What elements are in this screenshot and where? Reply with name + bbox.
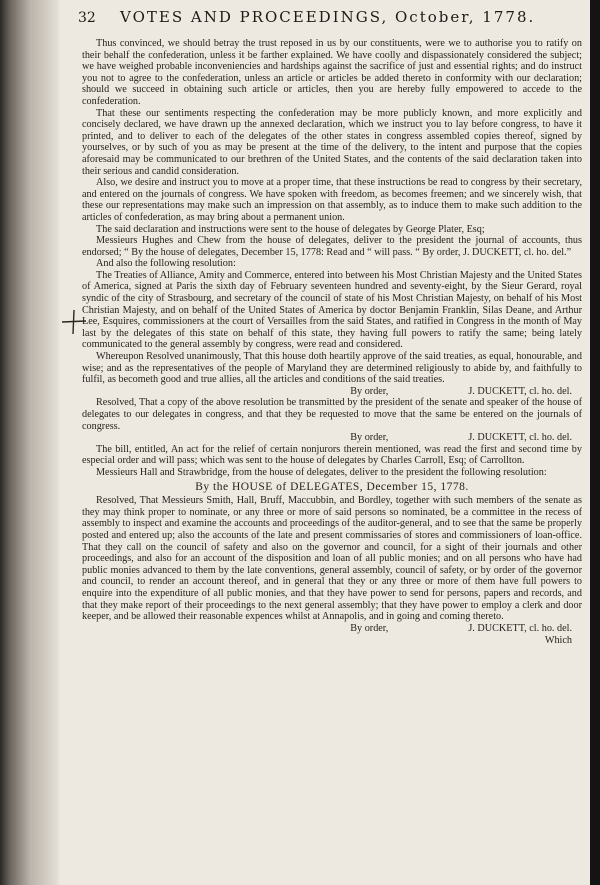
paragraph: And also the following resolution: — [96, 258, 236, 270]
book-gutter-shadow — [0, 0, 60, 885]
section-heading: By the HOUSE of DELEGATES, December 15, 1778. — [195, 480, 469, 493]
by-order-label: By order, — [350, 432, 389, 444]
clerk-name: J. DUCKETT, cl. ho. del. — [468, 622, 572, 634]
page-header — [78, 8, 578, 32]
running-head: VOTES AND PROCEEDINGS, October, 1778. — [120, 8, 536, 26]
by-order-label: By order, — [350, 622, 389, 634]
paragraph: The Treaties of Alliance, Amity and Commerce, entered into between his Most Christian Majesty and the United States of America, signed at Paris the sixth day of February seventeen hundred and seventy-eight, by the Sieur Gerard, royal syndic of the city of Strasbourg, and secretary of the council of state of his Most Christian Majesty, on behalf of his Most Christian Majesty, and on behalf of the United States of America by doctor Benjamin Franklin, Silas Deane, and Arthur Lee, Esquires, commissioners at the court of Versailles from the said States, and ratified in Congress in the month of May last by the delegates of this state on behalf of this state, they having full powers to ratify the same; being lately communicated to the general assembly by congress, were read and considered. — [82, 269, 582, 351]
paragraph: Whereupon Resolved unanimously, That this house doth heartily approve of the said treaties, as equal, honourable, and wise; and as the representatives of the people of Maryland they are determined religiously to abide by, and faithfully to fulfil, as becometh good and true allies, all the articles and conditions of the said treaties. — [82, 351, 582, 386]
catchword: Which — [544, 635, 572, 647]
paragraph: Thus convinced, we should betray the trust reposed in us by our constituents, were we to authorise you to ratify on their behalf the confederation, unless it be farther explained. We have coolly and dispassionately considered the subject; we have weighed probable inconveniencies and hardships against the sacrifice of just and essential rights; and do instruct you not to agree to the confederation, unless an article or articles be added thereto in conformity with our declaration; should we succeed in obtaining such article or articles, then you are hereby fully empowered to accede to the confederation. — [82, 38, 582, 107]
signature-line — [82, 432, 582, 444]
clerk-name: J. DUCKETT, cl. ho. del. — [468, 432, 572, 444]
body-text — [82, 38, 582, 647]
signature-line — [82, 623, 582, 635]
paragraph: Resolved, That a copy of the above resolution be transmitted by the president of the senate and speaker of the house of delegates to our delegates in congress, and that they be requested to move that the same be entered on the journals of congress. — [82, 397, 582, 432]
paragraph: Resolved, That Messieurs Smith, Hall, Bruff, Maccubbin, and Bordley, together with such members of the senate as they may think proper to nominate, or any three or more of said persons so nominated, be a committee in the recess of assembly to inspect and examine the accounts and proceedings of the auditor-general, and to see that the same be properly posted and entered up; also the accounts of the late and present commissaries of stores and commissioners of loan-office. That they call on the council of safety and also on the governor and council, for a sight of their journals and other proceedings, and also for an account of the disposition and loan of all public monies; and on all persons who have had public monies advanced to them by the late conventions, general assembly, council of safety, or by order of the governor and council, to render an account thereof, and in general that they or any three or more of them have full powers to enquire into the expenditure of all public monies, and that they have power to send for persons, papers and records, and that they make report of their proceedings to the next general assembly; that they have power to employ a clerk and door keeper, and be allowed their reasonable expences whilst at Annapolis, and in going and coming thereto. — [82, 495, 582, 623]
paragraph: The said declaration and instructions were sent to the house of delegates by George Plater, Esq; — [96, 223, 485, 235]
scan-border — [590, 0, 600, 885]
paragraph: That these our sentiments respecting the confederation may be more publicly known, and more explicitly and concisely declared, we have drawn up the annexed declaration, which we instruct you to lay before congress, to have it printed, and to deliver to each of the delegates of the other states in congress assembled copies thereof, signed by yourselves, or by such of you as may be present at the time of the delivery, to the intent and purpose that the copies aforesaid may be communicated to our brethren of the United States, and the contents of the said declaration taken into their serious and candid consideration. — [82, 107, 582, 177]
paragraph: Messieurs Hall and Strawbridge, from the house of delegates, deliver to the president the following resolution: — [96, 466, 547, 478]
by-order-label: By order, — [350, 385, 389, 397]
page-number: 32 — [78, 10, 96, 26]
paragraph: Messieurs Hughes and Chew from the house of delegates, deliver to the president the journal of accounts, thus endorsed; “ By the house of delegates, December 15, 1778: Read and “ will pass. “ By order, J. DUCKETT, cl. ho. del.” — [82, 235, 582, 258]
paragraph: The bill, entitled, An act for the relief of certain nonjurors therein mentioned, was read the first and second time by especial order and will pass; which was sent to the house of delegates by Charles Carroll, Esq; of Carrollton. — [82, 443, 582, 467]
signature-line — [82, 386, 582, 398]
clerk-name: J. DUCKETT, cl. ho. del. — [468, 385, 572, 397]
paragraph: Also, we desire and instruct you to move at a proper time, that these instructions be read to congress by their secretary, and entered on the journals of congress. We have spoken with freedom, as becomes freemen; and we sincerely wish, that these our representations may make such an impression on that assembly, as to induce them to make such addition to the articles of confederation, as may bring about a permanent union. — [82, 177, 582, 223]
